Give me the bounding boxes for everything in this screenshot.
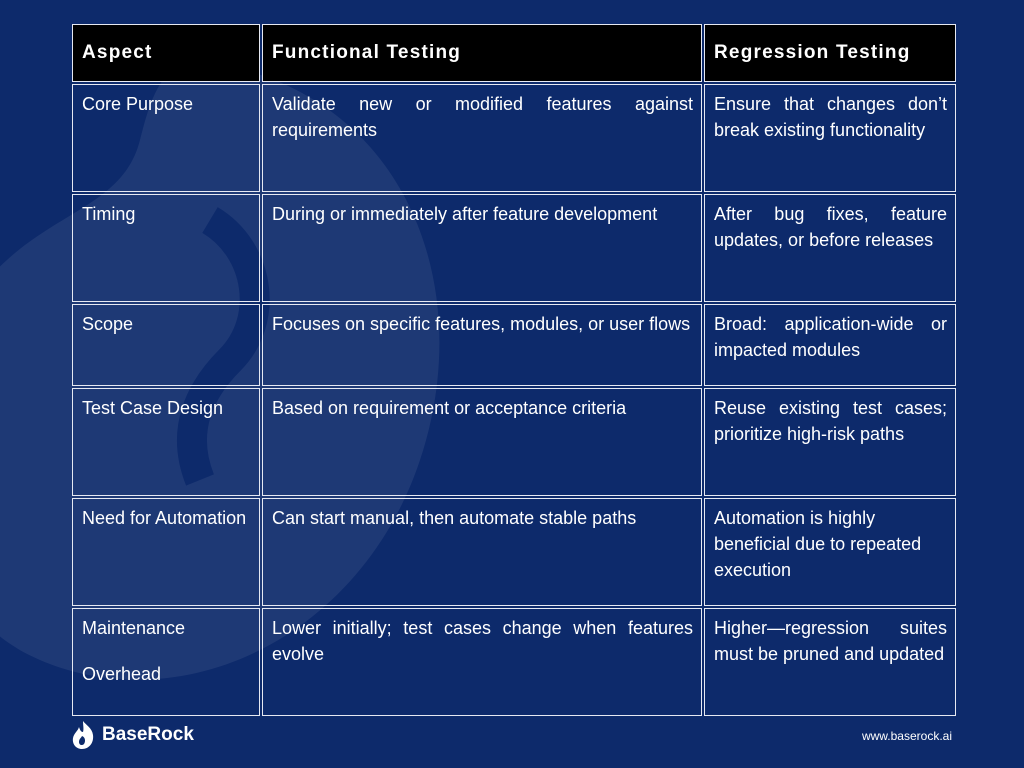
header-aspect: Aspect — [72, 24, 260, 82]
row-functional: Focuses on specific features, modules, or user flows — [262, 304, 702, 386]
row-regression: Ensure that changes don’t break existing functionality — [704, 84, 956, 192]
brand-name: BaseRock — [102, 724, 194, 745]
table-row — [72, 84, 956, 192]
table-row — [72, 498, 956, 606]
row-aspect — [72, 608, 260, 716]
row-functional: Validate new or modified features against requirements — [262, 84, 702, 192]
aspect-line: Overhead — [82, 664, 162, 684]
website-url: www.baserock.ai — [861, 729, 952, 743]
table-row — [72, 608, 956, 716]
row-aspect: Core Purpose — [72, 84, 260, 192]
row-aspect: Timing — [72, 194, 260, 302]
header-regression-testing: Regression Testing — [704, 24, 956, 82]
header-functional-testing: Functional Testing — [262, 24, 702, 82]
flame-bird-icon — [70, 720, 96, 750]
row-functional: During or immediately after feature development — [262, 194, 702, 302]
row-regression: After bug fixes, feature updates, or before releases — [704, 194, 956, 302]
row-regression: Reuse existing test cases; prioritize high-risk paths — [704, 388, 956, 496]
row-functional: Lower initially; test cases change when features evolve — [262, 608, 702, 716]
aspect-line: Maintenance — [82, 618, 186, 638]
comparison-table — [70, 22, 958, 718]
row-regression: Higher—regression suites must be pruned and updated — [704, 608, 956, 716]
row-regression: Automation is highly beneficial due to repeated execution — [704, 498, 956, 606]
row-regression: Broad: application-wide or impacted modules — [704, 304, 956, 386]
row-functional: Can start manual, then automate stable paths — [262, 498, 702, 606]
brand-logo — [70, 720, 194, 750]
table-row — [72, 388, 956, 496]
row-functional: Based on requirement or acceptance criteria — [262, 388, 702, 496]
row-aspect: Scope — [72, 304, 260, 386]
table-row — [72, 304, 956, 386]
row-aspect: Test Case Design — [72, 388, 260, 496]
row-aspect: Need for Automation — [72, 498, 260, 606]
table-header-row — [72, 24, 956, 82]
table-row — [72, 194, 956, 302]
